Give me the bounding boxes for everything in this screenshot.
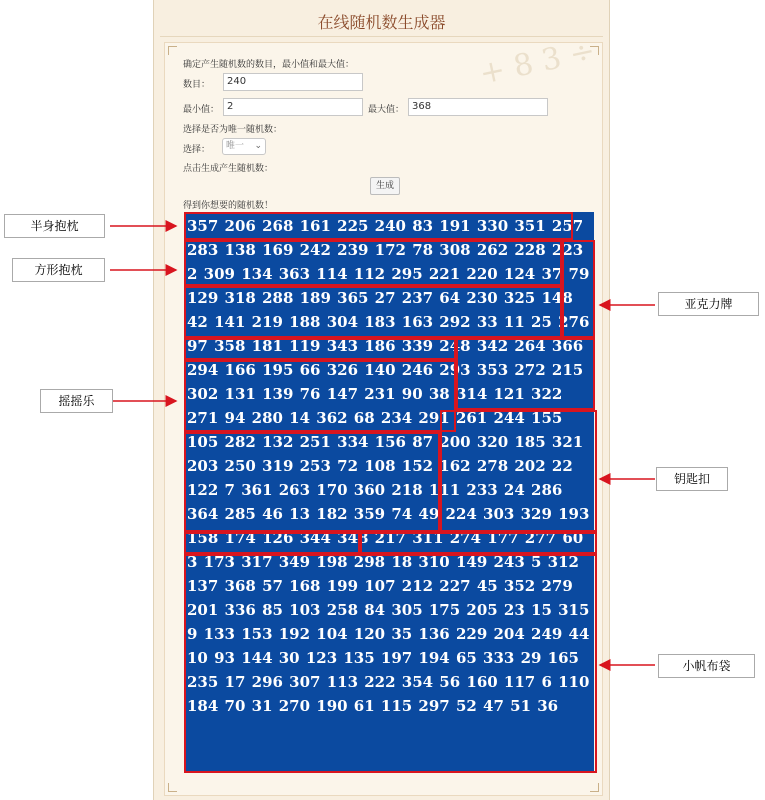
count-label: 数目： xyxy=(183,80,211,90)
generate-button[interactable]: 生成 xyxy=(370,177,400,195)
max-label: 最大值： xyxy=(368,105,405,115)
chevron-down-icon: ⌄ xyxy=(254,141,262,151)
generate-prompt: 点击生成产生随机数： xyxy=(183,164,274,174)
annotation-label: 小帆布袋 xyxy=(658,654,755,678)
annotation-label: 钥匙扣 xyxy=(656,467,728,491)
max-input[interactable]: 368 xyxy=(408,98,548,116)
annotation-label: 半身抱枕 xyxy=(4,214,105,238)
min-label: 最小值： xyxy=(183,105,220,115)
unique-prompt: 选择是否为唯一随机数： xyxy=(183,125,283,135)
annotation-label: 方形抱枕 xyxy=(12,258,105,282)
annotation-label: 摇摇乐 xyxy=(40,389,113,413)
result-label: 得到你想要的随机数！ xyxy=(183,201,274,211)
select-label: 选择： xyxy=(183,145,211,155)
count-input[interactable]: 240 xyxy=(223,73,363,91)
random-numbers: 357 206 268 161 225 240 83 191 330 351 257 283 138 169 242 239 172 78 308 262 228 223 2 309 134 363 114 112 295 221 220 124 37 79 129 318 288 189 365 27 237 64 230 325 148 42 141 219 188 304 183 163 292 33 11 25 276 97 358 181 119 343 186 339 248 342 264 366 294 166 195 66 326 140 246 293 353 272 215 302 131 139 76 147 231 90 38 314 121 322 271 94 280 14 362 68 234 291 261 244 155 105 282 132 251 334 156 87 200 320 185 321 203 250 319 253 72 108 152 162 278 202 22 122 7 361 263 170 360 218 111 233 24 286 364 285 46 13 182 359 74 49 224 303 329 193 158 174 126 344 348 217 311 274 177 277 60 3 173 317 349 198 298 18 310 149 243 5 312 137 368 57 168 199 107 212 227 45 352 279 201 336 85 103 258 84 305 175 205 23 15 315 9 133 153 192 104 120 35 136 229 204 249 44 10 93 144 30 123 135 197 194 65 333 29 165 235 17 296 307 113 222 354 56 160 117 6 110 184 70 31 270 190 61 115 297 52 47 51 36 xyxy=(187,217,590,715)
min-input[interactable]: 2 xyxy=(223,98,363,116)
page-title: 在线随机数生成器 xyxy=(317,13,446,32)
form-intro: 确定产生随机数的数目，最小值和最大值： xyxy=(183,60,355,70)
math-watermark: + 8 3 ÷ xyxy=(476,33,599,92)
annotation-label: 亚克力牌 xyxy=(658,292,759,316)
unique-select-value: 唯一 xyxy=(226,141,245,151)
